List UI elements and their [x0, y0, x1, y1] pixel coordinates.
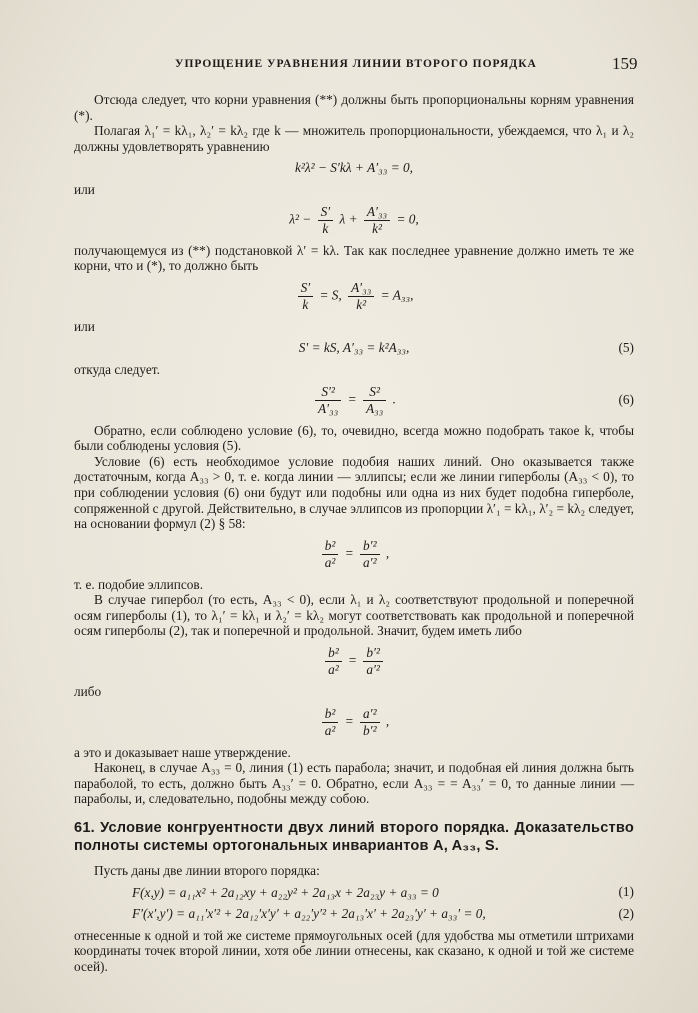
- equation-hyperbola-ratio-2: $\frac{\text{b²}}{\text{a²}}$ = $\frac{\text{a′²}}{\text{b′²}}$ ,: [74, 706, 634, 739]
- equation-number-2: (2): [618, 906, 634, 922]
- equation-lambda-quadratic: [74, 204, 634, 237]
- equation-ellipse-ratio: $\frac{\text{b²}}{\text{a²}}$ = $\frac{\text{b′²}}{\text{a′²}}$ ,: [74, 538, 634, 571]
- paragraph-9: Наконец, в случае A₃₃ = 0, линия (1) есть парабола; значит, и подобная ей линия должна быть параболой, то есть, должно быть A₃₃′ = 0. Обратно, если A₃₃ = = A₃₃′ = 0, то данные линии — параболы, и, следовательно, подобны между собою.: [74, 760, 634, 807]
- equation-text: k²λ² − S′kλ + A′₃₃ = 0,: [295, 160, 413, 176]
- running-head: [0, 54, 698, 74]
- section-heading-61: 61. Условие конгруентности двух линий второго порядка. Доказательство полноты системы ортогональных инвариантов A, A₃₃, S.: [74, 820, 634, 855]
- equation-number-6: (6): [618, 392, 634, 408]
- equation-ratios: $\frac{S'}{k}$ = S, $\frac{\text{A′₃₃}}{\text{k²}}$ = A₃₃,: [74, 280, 634, 313]
- equation-number-5: (5): [618, 340, 634, 356]
- paragraph-7: В случае гипербол (то есть, A₃₃ < 0), если λ₁ и λ₂ соответствуют продольной и поперечной осям гиперболы (1), то λ₁′ = kλ₁ и λ₂′ = kλ₂ могут соответствовать как продольной и поперечной осям гиперболы (2), так и поперечной и продольной. Значит, будем иметь либо: [74, 592, 634, 639]
- connector-ili-2: или: [74, 318, 95, 334]
- equation-5: S′ = kS, A′₃₃ = k²A₃₃, (5): [298, 340, 634, 356]
- connector-ili-1: или: [74, 181, 95, 197]
- eq-part: λ² −: [289, 211, 312, 227]
- equation-1: F(x,y) = a₁₁x² + 2a₁₂xy + a₂₂y² + 2a₁₃x + 2a₂₃y + a₃₃ = 0 (1): [132, 884, 634, 900]
- fraction-a-over-k2: $\frac{\text{A′₃₃}}{\text{k²}}$: [364, 204, 390, 237]
- page-number: 159: [612, 54, 638, 73]
- paragraph-2: Полагая λ₁′ = kλ₁, λ₂′ = kλ₂ где k — множитель пропорциональности, убеждаемся, что λ₁ и λ₂ должны удовлетворять уравнению: [74, 123, 634, 154]
- equation-hyperbola-ratio-1: $\frac{\text{b²}}{\text{a²}}$ = $\frac{\text{b′²}}{\text{a′²}}$: [74, 645, 634, 678]
- paragraph-3: получающемуся из (**) подстановкой λ′ = kλ. Так как последнее уравнение должно иметь те же корни, что и (*), то должно быть: [74, 242, 634, 274]
- page-body: [74, 92, 634, 975]
- paragraph-6: т. е. подобие эллипсов.: [74, 576, 204, 592]
- equation-2: F′(x′,y′) = a₁₁′x′² + 2a₁₂′x′y′ + a₂₂′y′² + 2a₁₃′x′ + 2a₂₃′y′ + a₃₃′ = 0, (2): [132, 906, 634, 922]
- paragraph-5: Условие (6) есть необходимое условие подобия наших линий. Оно оказывается также достаточным, когда A₃₃ > 0, т. е. когда линии — эллипсы; если же линии гиперболы (A₃₃ < 0), то при соблюдении условия (6) они будут или подобны или одна из них будет подобна гиперболе, сопряженной с другой. Действительно, в случае эллипсов из пропорции λ′₁ = kλ₁, λ′₂ = kλ₂ следует, на основании формул (2) § 58:: [74, 453, 634, 532]
- equation-number-1: (1): [618, 884, 634, 900]
- connector-libo: либо: [74, 684, 102, 700]
- paragraph-1: Отсюда следует, что корни уравнения (**) должны быть пропорциональны корням уравнения (*).: [74, 92, 634, 123]
- equation-6: $\frac{\text{S′²}}{\text{A′₃₃}}$ = $\frac{\text{S²}}{\text{A₃₃}}$ . (6): [74, 384, 634, 417]
- fraction-s-over-k: $\frac{S'}{k}$: [318, 204, 334, 237]
- eq-part: λ +: [339, 211, 358, 227]
- eq-part: = 0,: [396, 211, 419, 227]
- equation-k-lambda: [74, 160, 634, 176]
- paragraph-10: Пусть даны две линии второго порядка:: [94, 863, 320, 879]
- paragraph-8: а это и доказывает наше утверждение.: [74, 744, 291, 760]
- running-title: УПРОЩЕНИЕ УРАВНЕНИЯ ЛИНИИ ВТОРОГО ПОРЯДКА: [175, 58, 537, 70]
- paragraph-11: отнесенные к одной и той же системе прямоугольных осей (для удобства мы отметили штрихами координаты точек второй линии, хотя обе линии отнесены, как сказано, к одной и той же системе осей).: [74, 927, 634, 974]
- paragraph-4: Обратно, если соблюдено условие (6), то, очевидно, всегда можно подобрать такое k, чтобы были соблюдены условия (5).: [74, 422, 634, 454]
- connector-otkuda: откуда следует.: [74, 361, 160, 377]
